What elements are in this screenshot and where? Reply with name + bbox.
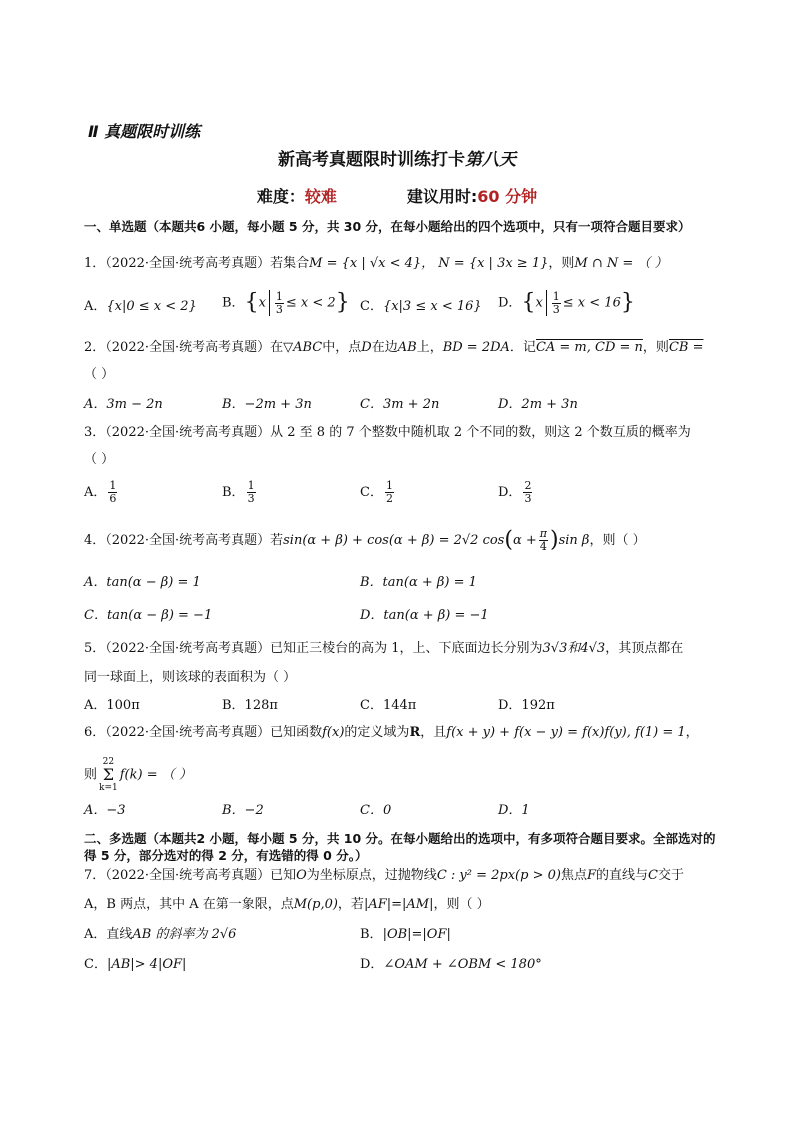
question-7-option-c[interactable]: C．|AB|> 4|OF| (84, 957, 187, 972)
question-3-option-b[interactable]: B． $\frac{1}{3}$ (222, 479, 255, 505)
question-5-stem: 5．（2022·全国·统考高考真题）已知正三棱台的高为 1，上、下底面边长分别为3√3和4√3，其顶点都在 (84, 641, 684, 656)
question-6-option-c[interactable]: C．0 (360, 803, 392, 818)
question-7-option-d[interactable]: D．∠OAM + ∠OBM < 180° (360, 957, 542, 972)
page-title (0, 145, 794, 170)
question-7-stem: 7．（2022·全国·统考高考真题）已知O为坐标原点，过抛物线C : y² = 2px(p > 0)焦点F的直线与C交于 (84, 868, 684, 883)
question-6-option-a[interactable]: A．−3 (84, 803, 126, 818)
question-6-stem-line2: 则 22 Σ k=1 f(k) = （ ） (84, 757, 192, 793)
question-5-stem-line2: 同一球面上，则该球的表面积为（ ） (84, 670, 297, 685)
question-5-option-d[interactable]: D．192π (498, 698, 555, 713)
question-2-stem: 2．（2022·全国·统考高考真题）在▽ABC中，点D在边AB上，BD = 2DA．记CA = m, CD = n，则CB = (84, 340, 704, 355)
title-main: 新高考真题限时训练打卡 (278, 150, 465, 170)
section-note-single: 一、单选题（本题共6 小题，每小题 5 分，共 30 分，在每小题给出的四个选项中，只有一项符合题目要求） (84, 219, 691, 234)
question-7-option-a[interactable]: A．直线AB 的斜率为 2√6 (84, 927, 237, 942)
question-3-stem: 3．（2022·全国·统考高考真题）从 2 至 8 的 7 个整数中随机取 2 个不同的数，则这 2 个数互质的概率为 (84, 425, 691, 440)
question-4-option-c[interactable]: C．tan(α − β) = −1 (84, 608, 213, 623)
question-2-option-c[interactable]: C．3m + 2n (360, 397, 440, 412)
section-heading: Ⅱ 真题限时训练 (88, 122, 201, 141)
question-6-option-d[interactable]: D．1 (498, 803, 530, 818)
question-1-option-b[interactable]: B．{x $\frac{1}{3}$ ≤ x < 2} (222, 289, 350, 316)
question-4-option-d[interactable]: D．tan(α + β) = −1 (360, 608, 489, 623)
time-label: 建议用时: (406, 187, 478, 206)
difficulty-value: 较难 (304, 187, 337, 206)
question-5-option-a[interactable]: A．100π (84, 698, 140, 713)
question-5-option-c[interactable]: C．144π (360, 698, 417, 713)
question-4-option-b[interactable]: B．tan(α + β) = 1 (360, 575, 477, 590)
section-note-multi: 二、多选题（本题共2 小题，每小题 5 分，共 10 分。在每小题给出的选项中，有多项符合题目要求。全部选对的得 5 分，部分选对的得 2 分，有选错的得 0 分。） (84, 831, 716, 863)
question-1-stem: 1．（2022·全国·统考高考真题）若集合M = {x | √x < 4}， N = {x | 3x ≥ 1}，则M ∩ N = （ ） (84, 256, 668, 271)
question-1-option-d[interactable]: D．{x $\frac{1}{3}$ ≤ x < 16} (498, 289, 635, 316)
question-1-option-a[interactable]: A．{x|0 ≤ x < 2} (84, 299, 197, 314)
question-3-option-d[interactable]: D． $\frac{2}{3}$ (498, 479, 532, 505)
difficulty-label: 难度： (256, 187, 305, 206)
question-2-option-d[interactable]: D．2m + 3n (498, 397, 578, 412)
question-3-option-c[interactable]: C． $\frac{1}{2}$ (360, 479, 393, 505)
question-7-stem-line2: A，B 两点，其中 A 在第一象限，点M(p,0)，若|AF|=|AM|，则（ ） (84, 897, 490, 912)
question-4-option-a[interactable]: A．tan(α − β) = 1 (84, 575, 201, 590)
question-5-option-b[interactable]: B．128π (222, 698, 278, 713)
question-6-option-b[interactable]: B．−2 (222, 803, 264, 818)
question-2-option-a[interactable]: A．3m − 2n (84, 397, 163, 412)
difficulty-line (0, 184, 794, 207)
question-2-option-b[interactable]: B．−2m + 3n (222, 397, 312, 412)
question-6-stem: 6．（2022·全国·统考高考真题）已知函数f(x)的定义域为R，且f(x + y) + f(x − y) = f(x)f(y), f(1) = 1， (84, 725, 699, 740)
question-3-paren: （ ） (84, 452, 115, 467)
question-2-paren: （ ） (84, 367, 115, 382)
title-day: 第八天 (465, 150, 516, 170)
time-value: 60 分钟 (477, 187, 538, 206)
question-3-option-a[interactable]: A． $\frac{1}{6}$ (84, 479, 117, 505)
question-7-option-b[interactable]: B．|OB|=|OF| (360, 927, 451, 942)
question-1-option-c[interactable]: C．{x|3 ≤ x < 16} (360, 299, 482, 314)
question-4-stem: 4．（2022·全国·统考高考真题）若sin(α + β) + cos(α + β) = 2√2 cos(α + $\frac{\pi}{4}$ )sin β，则（ ） (84, 527, 646, 553)
